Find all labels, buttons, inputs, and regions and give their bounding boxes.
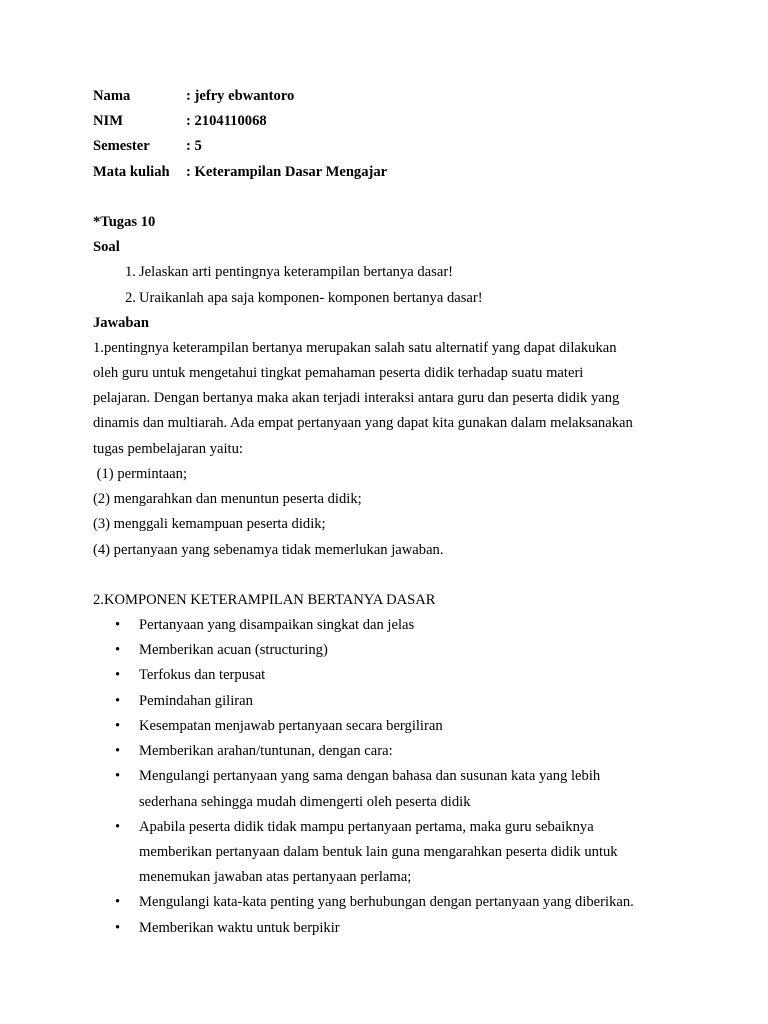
answer-line: (3) menggali kemampuan peserta didik;: [93, 516, 326, 533]
info-value: : jefry ebwantoro: [186, 88, 295, 104]
list-item-text: Memberikan waktu untuk berpikir: [139, 919, 340, 936]
info-label: Semester: [93, 138, 150, 155]
component-list: [93, 613, 683, 941]
info-row-nama: [93, 84, 683, 109]
soal-heading: Soal: [93, 239, 120, 256]
list-item: [93, 663, 683, 688]
info-row-nim: [93, 109, 683, 134]
list-item: [93, 613, 683, 638]
list-item-text: Apabila peserta didik tidak mampu pertanyaan pertama, maka guru sebaiknya: [139, 818, 594, 835]
question-list: [93, 260, 683, 310]
question-number: 2.: [125, 289, 136, 306]
answer-line: 1.pentingnya keterampilan bertanya merupakan salah satu alternatif yang dapat dilakukan: [93, 339, 617, 356]
bullet-icon: •: [115, 617, 121, 634]
list-item: [93, 764, 683, 814]
answer-line: (2) mengarahkan dan menuntun peserta didik;: [93, 491, 362, 508]
bullet-icon: •: [115, 768, 121, 785]
list-item-text: memberikan pertanyaan dalam bentuk lain guna mengarahkan peserta didik untuk: [139, 843, 618, 860]
list-item-text: Pertanyaan yang disampaikan singkat dan jelas: [139, 617, 415, 634]
answer-line: (4) pertanyaan yang sebenamya tidak memerlukan jawaban.: [93, 541, 444, 558]
list-item-text: Memberikan acuan (structuring): [139, 642, 328, 659]
list-item: [93, 890, 683, 915]
info-value: : 2104110068: [186, 113, 267, 130]
list-item: [93, 739, 683, 764]
bullet-icon: •: [115, 642, 121, 659]
document-page: [93, 84, 683, 941]
list-item-text: menemukan jawaban atas pertanyaan perlama;: [139, 869, 412, 886]
list-item-text: Mengulangi kata-kata penting yang berhubungan dengan pertanyaan yang diberikan.: [139, 894, 634, 911]
answer-2-heading: 2.KOMPONEN KETERAMPILAN BERTANYA DASAR: [93, 591, 436, 608]
info-label: NIM: [93, 113, 123, 130]
student-info: [93, 84, 683, 185]
bullet-icon: •: [115, 894, 121, 911]
bullet-icon: •: [115, 919, 121, 936]
jawaban-heading: Jawaban: [93, 314, 149, 331]
answer-line: tugas pembelajaran yaitu:: [93, 440, 243, 457]
info-row-semester: [93, 134, 683, 159]
bullet-icon: •: [115, 692, 121, 709]
list-item-text: Kesempatan menjawab pertanyaan secara bergiliran: [139, 717, 443, 734]
list-item: [93, 916, 683, 941]
bullet-icon: •: [115, 667, 121, 684]
answer-1: [93, 336, 683, 563]
info-value: : 5: [186, 138, 202, 155]
list-item-text: Pemindahan giliran: [139, 692, 253, 709]
list-item-text: Terfokus dan terpusat: [139, 667, 266, 684]
question-text: Uraikanlah apa saja komponen- komponen bertanya dasar!: [139, 289, 483, 306]
answer-line: dinamis dan multiarah. Ada empat pertanyaan yang dapat kita gunakan dalam melaksanakan: [93, 415, 633, 432]
list-item: [93, 714, 683, 739]
list-item: [93, 689, 683, 714]
task-title: *Tugas 10: [93, 213, 156, 230]
list-item: [93, 638, 683, 663]
question-text: Jelaskan arti pentingnya keterampilan bertanya dasar!: [139, 264, 454, 281]
question-number: 1.: [125, 264, 136, 281]
list-item: [93, 815, 683, 891]
answer-line: (1) permintaan;: [93, 465, 188, 482]
answer-line: oleh guru untuk mengetahui tingkat pemahaman peserta didik terhadap suatu materi: [93, 365, 584, 382]
info-value: : Keterampilan Dasar Mengajar: [186, 163, 388, 180]
list-item-text: sederhana sehingga mudah dimengerti oleh peserta didik: [139, 793, 471, 810]
bullet-icon: •: [115, 743, 121, 760]
list-item-text: Memberikan arahan/tuntunan, dengan cara:: [139, 743, 393, 760]
info-label: Nama: [93, 88, 131, 104]
bullet-icon: •: [115, 717, 121, 734]
question-item: [93, 260, 683, 285]
info-label: Mata kuliah: [93, 163, 170, 180]
spacer: [93, 185, 683, 210]
list-item-text: Mengulangi pertanyaan yang sama dengan bahasa dan susunan kata yang lebih: [139, 768, 601, 785]
bullet-icon: •: [115, 818, 121, 835]
spacer: [93, 563, 683, 588]
answer-line: pelajaran. Dengan bertanya maka akan terjadi interaksi antara guru dan peserta didik yang: [93, 390, 620, 407]
info-row-mata-kuliah: [93, 160, 683, 185]
question-item: [93, 286, 683, 311]
